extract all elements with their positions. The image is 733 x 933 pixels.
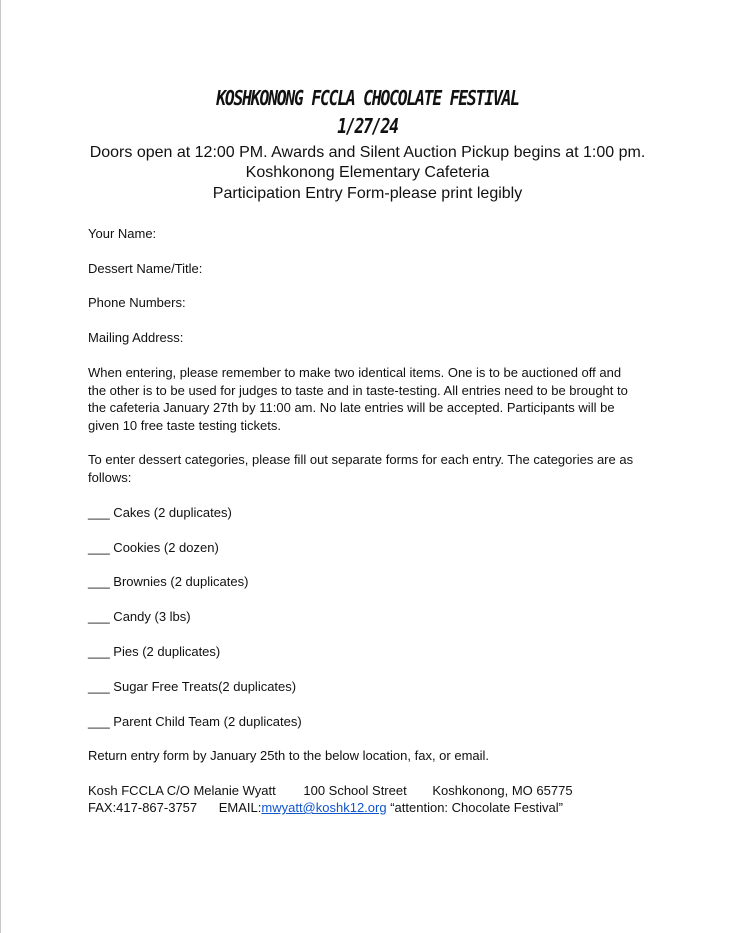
categories-intro-line: To enter dessert categories, please fill out separate forms for each entry. The categories are as xyxy=(88,452,634,467)
category-brownies: ___ Brownies (2 duplicates) xyxy=(88,574,249,589)
contact-org: Kosh FCCLA C/O Melanie Wyatt xyxy=(88,783,276,798)
category-candy: ___ Candy (3 lbs) xyxy=(88,609,191,624)
category-cakes: ___ Cakes (2 duplicates) xyxy=(88,505,232,520)
contact-address xyxy=(88,782,573,800)
instructions-line: When entering, please remember to make two identical items. One is to be auctioned off and xyxy=(88,365,622,380)
doors-info: Doors open at 12:00 PM. Awards and Silent Auction Pickup begins at 1:00 pm. xyxy=(89,144,646,161)
field-mailing-address: Mailing Address: xyxy=(88,330,184,345)
category-sugar-free: ___ Sugar Free Treats(2 duplicates) xyxy=(88,679,297,694)
categories-intro xyxy=(88,451,633,486)
field-your-name: Your Name: xyxy=(88,226,157,241)
return-instructions: Return entry form by January 25th to the below location, fax, or email. xyxy=(88,748,490,763)
category-parent-child: ___ Parent Child Team (2 duplicates) xyxy=(88,714,302,729)
instructions-line: the cafeteria January 27th by 11:00 am. No late entries will be accepted. Participants will be xyxy=(88,400,615,416)
instructions-paragraph xyxy=(88,364,628,435)
field-dessert-name: Dessert Name/Title: xyxy=(88,261,203,276)
categories-intro-line: follows: xyxy=(88,469,132,485)
contact-street: 100 School Street xyxy=(303,783,407,798)
contact-fax: FAX:417-867-3757 xyxy=(88,800,198,815)
category-pies: ___ Pies (2 duplicates) xyxy=(88,644,221,659)
event-date: 1/27/24 xyxy=(337,114,398,138)
email-label: EMAIL: xyxy=(218,800,262,815)
document-title: KOSHKONONG FCCLA CHOCOLATE FESTIVAL xyxy=(216,86,519,110)
form-title: Participation Entry Form-please print legibly xyxy=(212,185,523,202)
email-link[interactable]: mwyatt@koshk12.org xyxy=(261,800,387,815)
email-attention: “attention: Chocolate Festival” xyxy=(390,800,563,815)
contact-city: Koshkonong, MO 65775 xyxy=(432,783,573,798)
field-phone-numbers: Phone Numbers: xyxy=(88,295,186,310)
instructions-line: the other is to be used for judges to taste and in taste-testing. All entries need to be brought to xyxy=(88,382,628,398)
event-location: Koshkonong Elementary Cafeteria xyxy=(245,164,490,181)
category-cookies: ___ Cookies (2 dozen) xyxy=(88,540,219,555)
contact-fax-email xyxy=(88,799,563,817)
instructions-line: given 10 free taste testing tickets. xyxy=(88,418,281,434)
